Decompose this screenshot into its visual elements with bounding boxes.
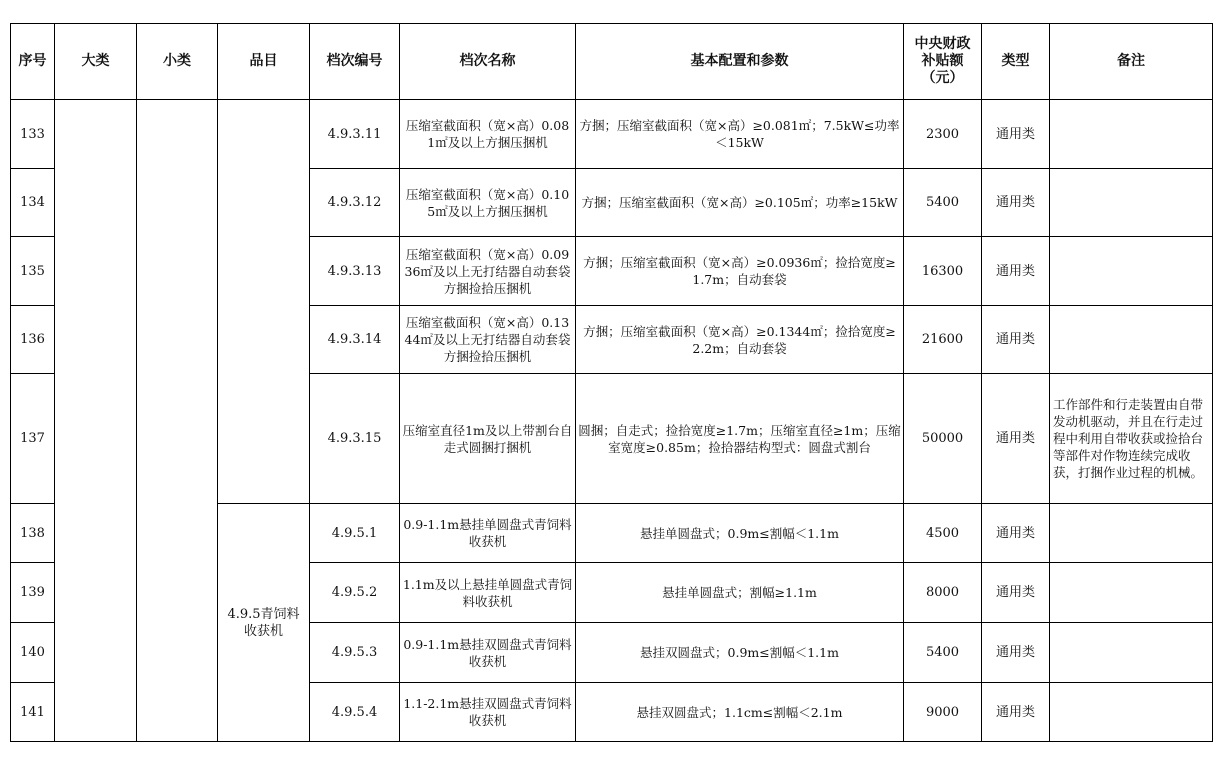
remark-cell: [1050, 563, 1213, 623]
config-cell: 方捆；压缩室截面积（宽×高）≥0.1344㎡；捡拾宽度≥2.2m；自动套袋: [576, 306, 904, 374]
config-cell: 圆捆；自走式；捡拾宽度≥1.7m；压缩室直径≥1m；压缩室宽度≥0.85m；捡拾器结构型式：圆盘式割台: [576, 374, 904, 504]
config-cell: 悬挂双圆盘式；1.1cm≤割幅＜2.1m: [576, 683, 904, 742]
grade-name-cell: 压缩室直径1m及以上带割台自走式圆捆打捆机: [400, 374, 576, 504]
type-cell: 通用类: [982, 374, 1050, 504]
grade-name-cell: 压缩室截面积（宽×高）0.081㎡及以上方捆压捆机: [400, 100, 576, 169]
seq-cell: 139: [11, 563, 55, 623]
remark-cell: [1050, 683, 1213, 742]
seq-cell: 141: [11, 683, 55, 742]
header-row: [11, 24, 1213, 100]
grade-code-cell: 4.9.3.15: [310, 374, 400, 504]
seq-cell: 134: [11, 169, 55, 237]
grade-name-cell: 1.1m及以上悬挂单圆盘式青饲料收获机: [400, 563, 576, 623]
header-config: 基本配置和参数: [576, 24, 904, 100]
seq-cell: 133: [11, 100, 55, 169]
subsidy-table: [10, 23, 1213, 742]
grade-code-cell: 4.9.3.12: [310, 169, 400, 237]
remark-cell: [1050, 623, 1213, 683]
grade-code-cell: 4.9.5.1: [310, 504, 400, 563]
type-cell: 通用类: [982, 306, 1050, 374]
seq-cell: 138: [11, 504, 55, 563]
grade-name-cell: 0.9-1.1m悬挂双圆盘式青饲料收获机: [400, 623, 576, 683]
config-cell: 悬挂单圆盘式；0.9m≤割幅＜1.1m: [576, 504, 904, 563]
header-seq: 序号: [11, 24, 55, 100]
grade-code-cell: 4.9.3.13: [310, 237, 400, 306]
remark-cell: [1050, 100, 1213, 169]
amount-cell: 8000: [904, 563, 982, 623]
header-grade-name: 档次名称: [400, 24, 576, 100]
header-remark: 备注: [1050, 24, 1213, 100]
remark-cell: [1050, 169, 1213, 237]
table-row: [11, 100, 1213, 169]
seq-cell: 136: [11, 306, 55, 374]
header-item: 品目: [218, 24, 310, 100]
amount-cell: 9000: [904, 683, 982, 742]
header-grade-code: 档次编号: [310, 24, 400, 100]
amount-cell: 16300: [904, 237, 982, 306]
type-cell: 通用类: [982, 623, 1050, 683]
major-cell: [55, 100, 137, 742]
amount-cell: 5400: [904, 169, 982, 237]
grade-name-cell: 压缩室截面积（宽×高）0.0936㎡及以上无打结器自动套袋方捆捡拾压捆机: [400, 237, 576, 306]
amount-cell: 5400: [904, 623, 982, 683]
type-cell: 通用类: [982, 100, 1050, 169]
type-cell: 通用类: [982, 504, 1050, 563]
grade-code-cell: 4.9.5.2: [310, 563, 400, 623]
type-cell: 通用类: [982, 237, 1050, 306]
header-major: 大类: [55, 24, 137, 100]
config-cell: 方捆；压缩室截面积（宽×高）≥0.0936㎡；捡拾宽度≥1.7m；自动套袋: [576, 237, 904, 306]
type-cell: 通用类: [982, 169, 1050, 237]
header-type: 类型: [982, 24, 1050, 100]
amount-cell: 2300: [904, 100, 982, 169]
amount-cell: 21600: [904, 306, 982, 374]
seq-cell: 135: [11, 237, 55, 306]
grade-code-cell: 4.9.3.14: [310, 306, 400, 374]
remark-cell: [1050, 504, 1213, 563]
config-cell: 方捆；压缩室截面积（宽×高）≥0.081㎡；7.5kW≤功率＜15kW: [576, 100, 904, 169]
type-cell: 通用类: [982, 683, 1050, 742]
grade-name-cell: 1.1-2.1m悬挂双圆盘式青饲料收获机: [400, 683, 576, 742]
grade-name-cell: 压缩室截面积（宽×高）0.1344㎡及以上无打结器自动套袋方捆捡拾压捆机: [400, 306, 576, 374]
grade-code-cell: 4.9.5.4: [310, 683, 400, 742]
seq-cell: 137: [11, 374, 55, 504]
config-cell: 方捆；压缩室截面积（宽×高）≥0.105㎡；功率≥15kW: [576, 169, 904, 237]
grade-code-cell: 4.9.3.11: [310, 100, 400, 169]
grade-name-cell: 0.9-1.1m悬挂单圆盘式青饲料收获机: [400, 504, 576, 563]
header-subsidy: 中央财政补贴额（元）: [904, 24, 982, 100]
item-cell: [218, 100, 310, 504]
amount-cell: 50000: [904, 374, 982, 504]
minor-cell: [137, 100, 218, 742]
config-cell: 悬挂单圆盘式；割幅≥1.1m: [576, 563, 904, 623]
seq-cell: 140: [11, 623, 55, 683]
type-cell: 通用类: [982, 563, 1050, 623]
item-cell-green-fodder: 4.9.5青饲料收获机: [218, 504, 310, 742]
remark-cell: [1050, 306, 1213, 374]
grade-name-cell: 压缩室截面积（宽×高）0.105㎡及以上方捆压捆机: [400, 169, 576, 237]
header-minor: 小类: [137, 24, 218, 100]
remark-cell: [1050, 237, 1213, 306]
config-cell: 悬挂双圆盘式；0.9m≤割幅＜1.1m: [576, 623, 904, 683]
amount-cell: 4500: [904, 504, 982, 563]
remark-cell: 工作部件和行走装置由自带发动机驱动，并且在行走过程中利用自带收获或捡拾台等部件对作物连续完成收获，打捆作业过程的机械。: [1050, 374, 1213, 504]
grade-code-cell: 4.9.5.3: [310, 623, 400, 683]
